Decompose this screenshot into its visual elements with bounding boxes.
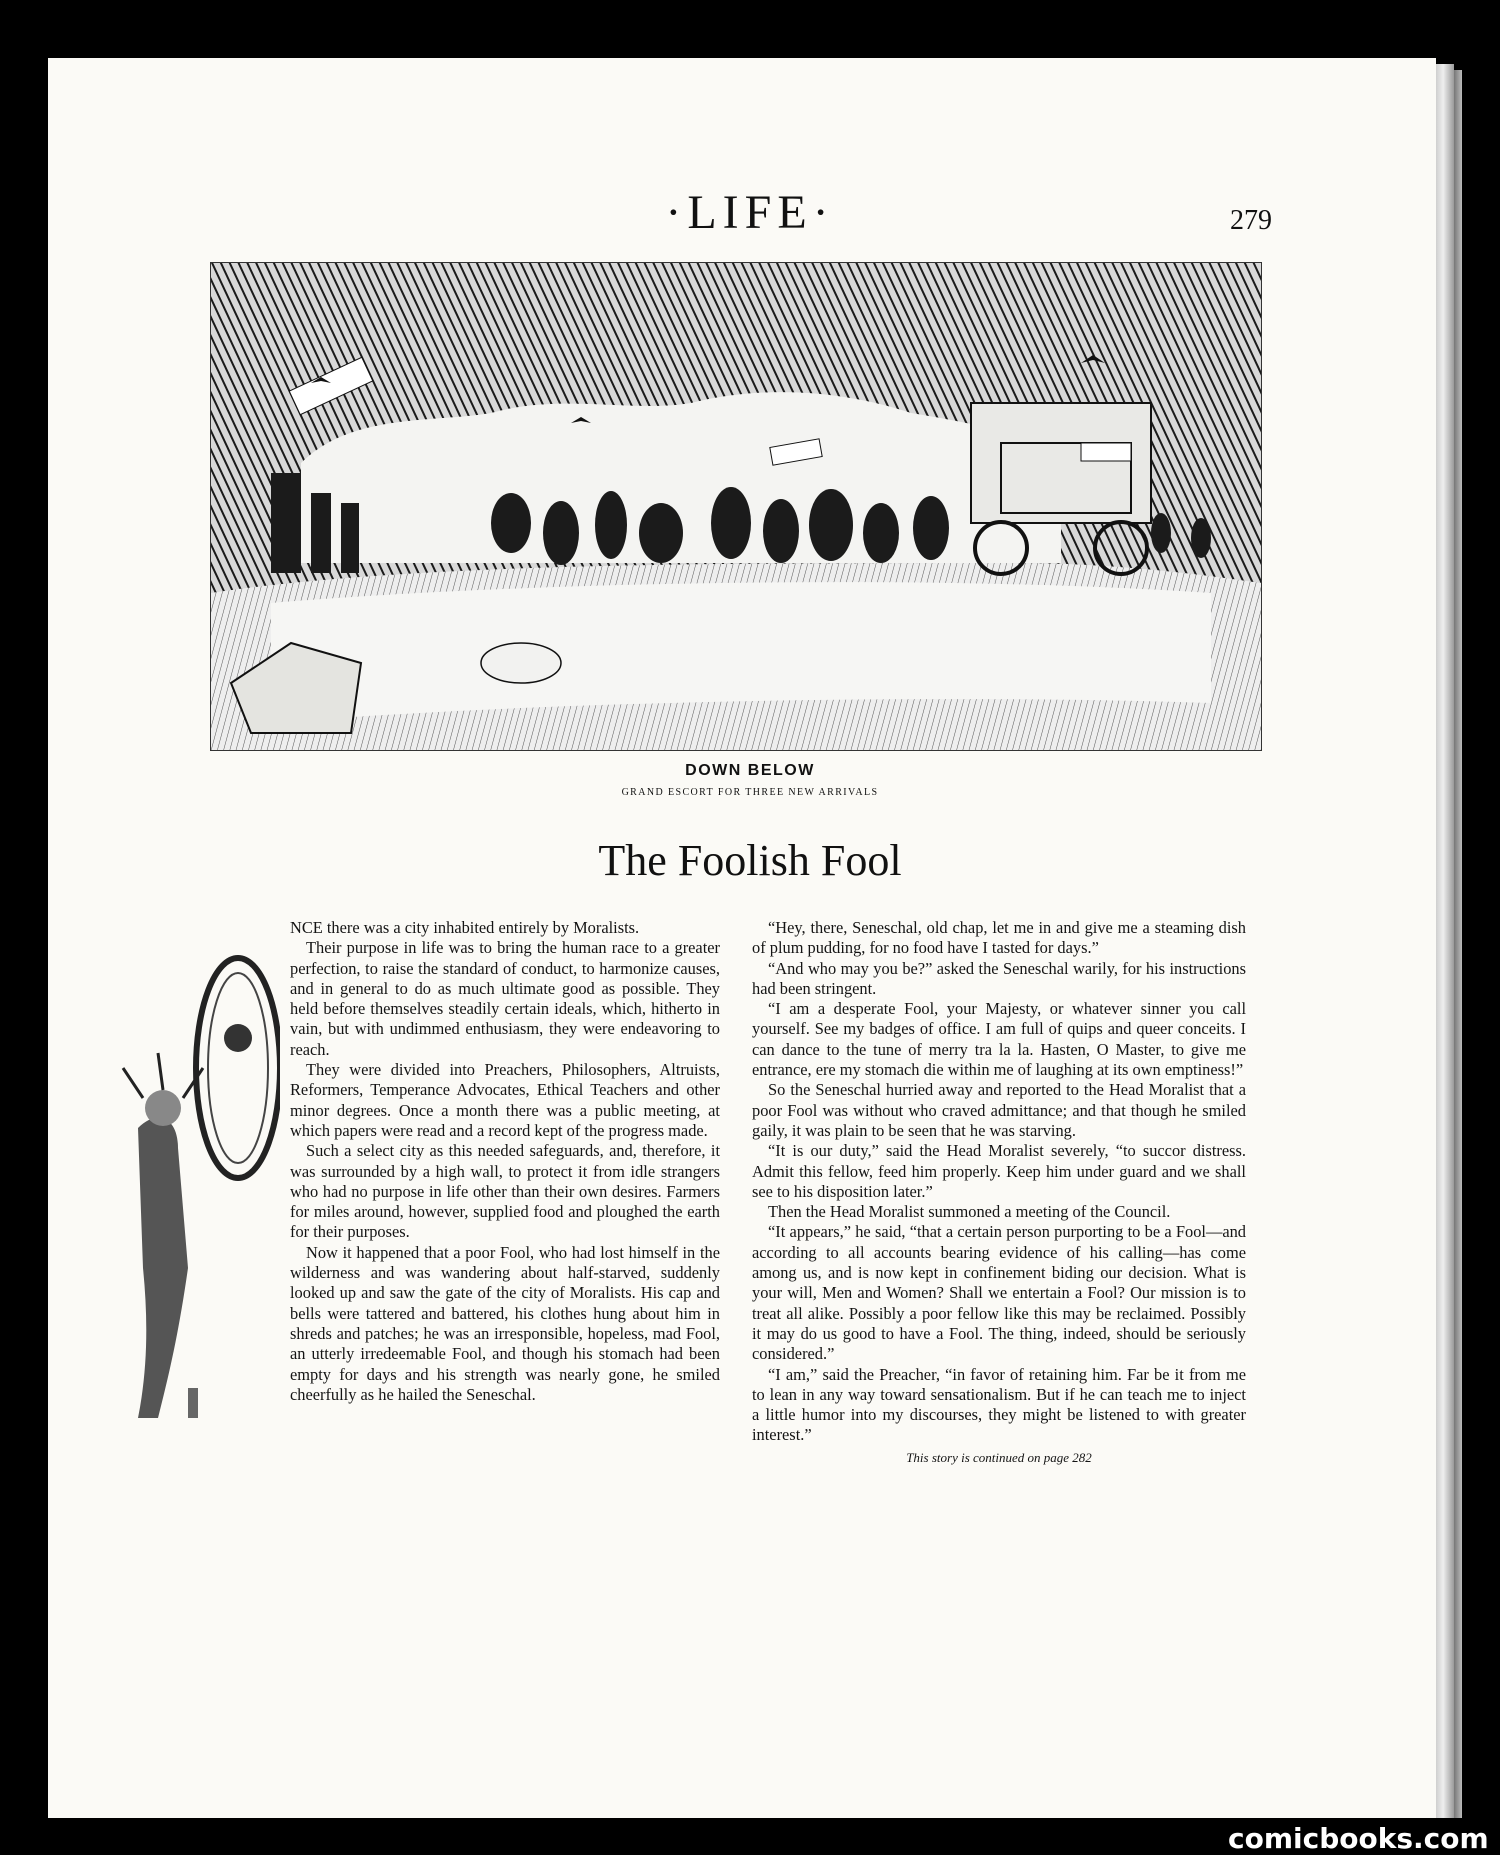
- page-number: 279: [1230, 205, 1272, 236]
- continued-note: This story is continued on page 282: [906, 1449, 1092, 1465]
- masthead-title: ·LIFE·: [665, 186, 835, 239]
- paragraph: “I am,” said the Preacher, “in favor of retaining him. Far be it from me to lean in any way toward sensationalism. But if he can teach me to inject a little humor into my discourses, they might be listened to with greater interest.”: [752, 1364, 1246, 1445]
- paragraph: “Hey, there, Seneschal, old chap, let me in and give me a steaming dish of plum pudding, for no food have I tasted for days.”: [752, 918, 1246, 958]
- article-title: The Foolish Fool: [598, 836, 902, 885]
- paragraph: “And who may you be?” asked the Seneschal warily, for his instructions had been stringent.: [752, 958, 1246, 998]
- watermark: comicbooks.com: [1228, 1822, 1489, 1855]
- caption-subtitle: GRAND ESCORT FOR THREE NEW ARRIVALS: [621, 787, 879, 798]
- paragraph: Now it happened that a poor Fool, who had lost himself in the wilderness and was wandering about half-starved, suddenly looked up and saw the gate of the city of Moralists. His cap and bells were tattered and battered, his clothes hung about him in shreds and patches; he was an irresponsible, hopeless, mad Fool, an utterly irredeemable Fool, and though his stomach had been empty for days and his strength was nearly gone, he smiled cheerfully as he hailed the Seneschal.: [290, 1242, 720, 1404]
- caption-title: DOWN BELOW: [685, 762, 815, 779]
- down-below-illustration: [210, 262, 1262, 751]
- paragraph: “It is our duty,” said the Head Moralist severely, “to succor distress. Admit this fellow, feed him properly. Keep him under guard and we shall see to his disposition later.”: [752, 1141, 1246, 1201]
- left-column: [206, 918, 720, 1430]
- page-edge-shadow: [1454, 70, 1462, 1818]
- paragraph: They were divided into Preachers, Philosophers, Altruists, Reformers, Temperance Advocates, Ethical Teachers and other minor degrees. Once a month there was a public meeting, at which papers were read and a record kept of the progress made.: [290, 1060, 720, 1140]
- paragraph: Such a select city as this needed safeguards, and, therefore, it was surrounded by a high wall, to protect it from idle strangers who had no purpose in life other than their own desires. Farmers for miles around, however, supplied food and ploughed the earth for their purposes.: [290, 1141, 720, 1242]
- paragraph: “I am a desperate Fool, your Majesty, or whatever sinner you call yourself. See my badges of office. I am full of quips and queer conceits. I can dance to the tune of merry tra la la. Hasten, O Master, to give me entrance, ere my stomach die within me of laughing at its own emptiness!”: [752, 999, 1246, 1080]
- paragraph: NCE there was a city inhabited entirely by Moralists.: [290, 918, 640, 937]
- paragraph: So the Seneschal hurried away and reported to the Head Moralist that a poor Fool was without who craved admittance; and that though he smiled gaily, it was plain to be seen that he was starving.: [752, 1080, 1246, 1140]
- right-column: [752, 918, 1246, 1468]
- page-edge: [1436, 64, 1454, 1818]
- paragraph: Then the Head Moralist summoned a meeting of the Council.: [768, 1202, 1171, 1222]
- paragraph: Their purpose in life was to bring the human race to a greater perfection, to raise the standard of conduct, to harmonize causes, and in general to do as much ultimate good as possible. They held before themselves steadily certain ideals, which, hitherto in vain, but with undimmed enthusiasm, they were endeavoring to reach.: [290, 938, 720, 1059]
- paragraph: “It appears,” he said, “that a certain person purporting to be a Fool—and according to all accounts bearing evidence of his calling—has come among us, and is now kept in confinement biding our decision. What is your will, Men and Women? Shall we entertain a Fool? Our mission is to treat all alike. Possibly a poor fellow like this may be reclaimed. Possibly it may do us good to have a Fool. The thing, indeed, should be seriously considered.”: [752, 1222, 1246, 1364]
- jester-drop-cap-illustration: [118, 918, 280, 1430]
